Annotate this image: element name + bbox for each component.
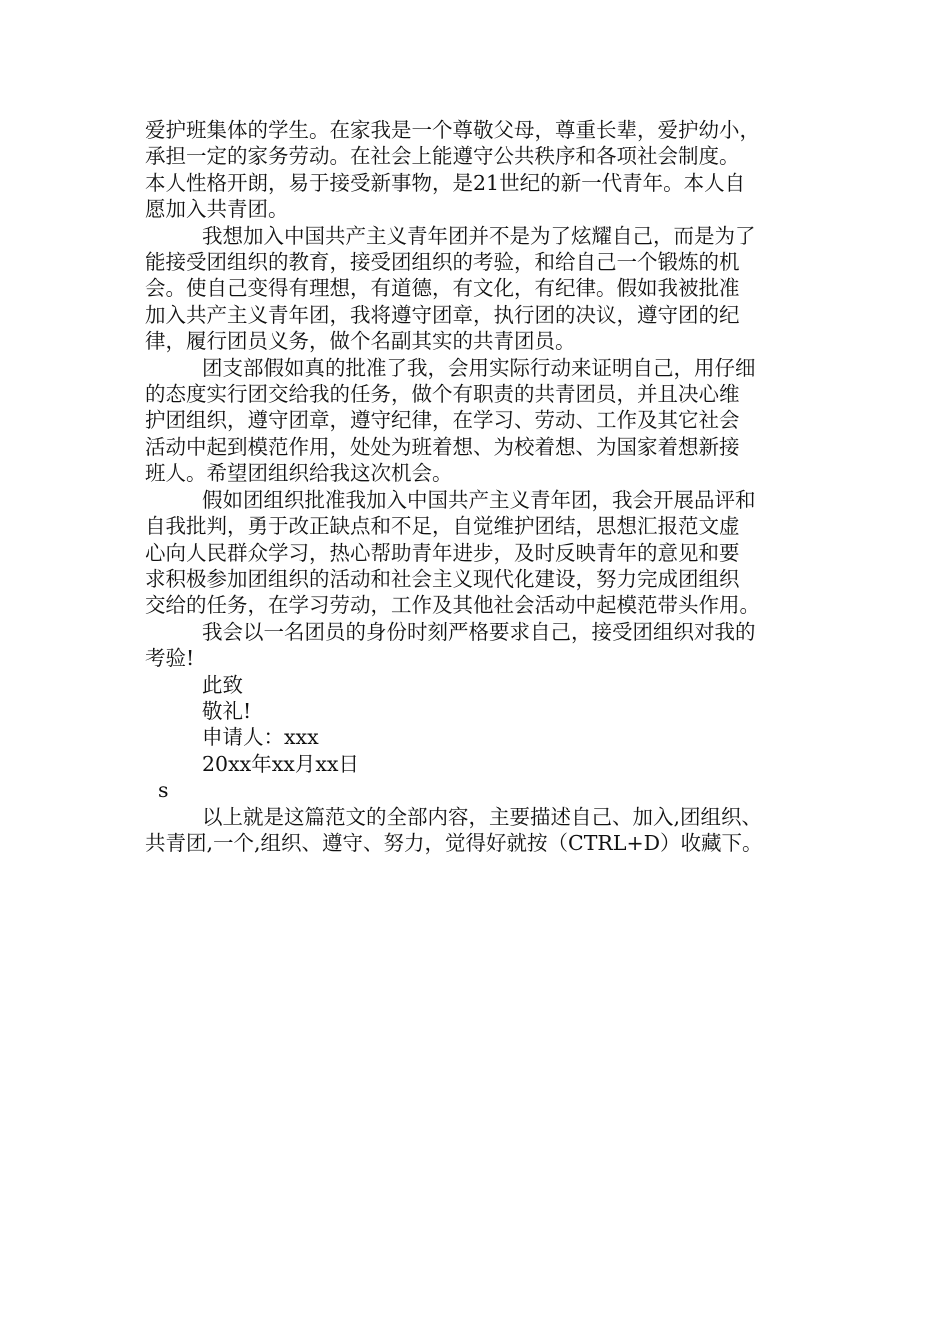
document-page — [145, 117, 813, 856]
paragraph-intro: 爱护班集体的学生。在家我是一个尊敬父母，尊重长辈，爱护幼小， 承担一定的家务劳动。在社会上能遵守公共秩序和各项社会制度。 本人性格开朗，易于接受新事物，是21世纪的新一代青年。本人自 愿加入共青团。 — [145, 118, 760, 222]
footer-summary: 以上就是这篇范文的全部内容，主要描述自己、加入,团组织、 共青团,一个,组织、遵守、努力，觉得好就按（CTRL+D）收藏下。 — [145, 804, 763, 855]
paragraph-closing: 我会以一名团员的身份时刻严格要求自己，接受团组织对我的 考验! — [145, 619, 756, 671]
paragraph-commitment: 团支部假如真的批准了我，会用实际行动来证明自己，用仔细 的态度实行团交给我的任务，做个有职责的共青团员，并且决心维 护团组织，遵守团章，遵守纪律，在学习、劳动、工作及其它社会 活动中起到模范作用，处处为班着想、为校着想、为国家着想新接 班人。希望团组织给我这次机会。 — [145, 355, 756, 486]
applicant-line: 申请人：xxx — [202, 725, 319, 750]
stray-character: s — [158, 778, 169, 803]
paragraph-motivation: 我想加入中国共产主义青年团并不是为了炫耀自己，而是为了 能接受团组织的教育，接受团组织的考验，和给自己一个锻炼的机 会。使自己变得有理想，有道德，有文化，有纪律。假如我被批准 加入共产主义青年团，我将遵守团章，执行团的决议，遵守团的纪 律，履行团员义务，做个名副其实的共青团员。 — [145, 223, 756, 354]
paragraph-pledge: 假如团组织批准我加入中国共产主义青年团，我会开展品评和 自我批判，勇于改正缺点和不足，自觉维护团结，思想汇报范文虚 心向人民群众学习，热心帮助青年进步，及时反映青年的意见和要 求积极参加团组织的活动和社会主义现代化建设，努力完成团组织 交给的任务，在学习劳动，工作及其他社会活动中起模范带头作用。 — [145, 487, 760, 618]
regards: 敬礼! — [202, 698, 252, 723]
salutation: 此致 — [202, 672, 243, 697]
date-line: 20xx年xx月xx日 — [202, 751, 359, 776]
